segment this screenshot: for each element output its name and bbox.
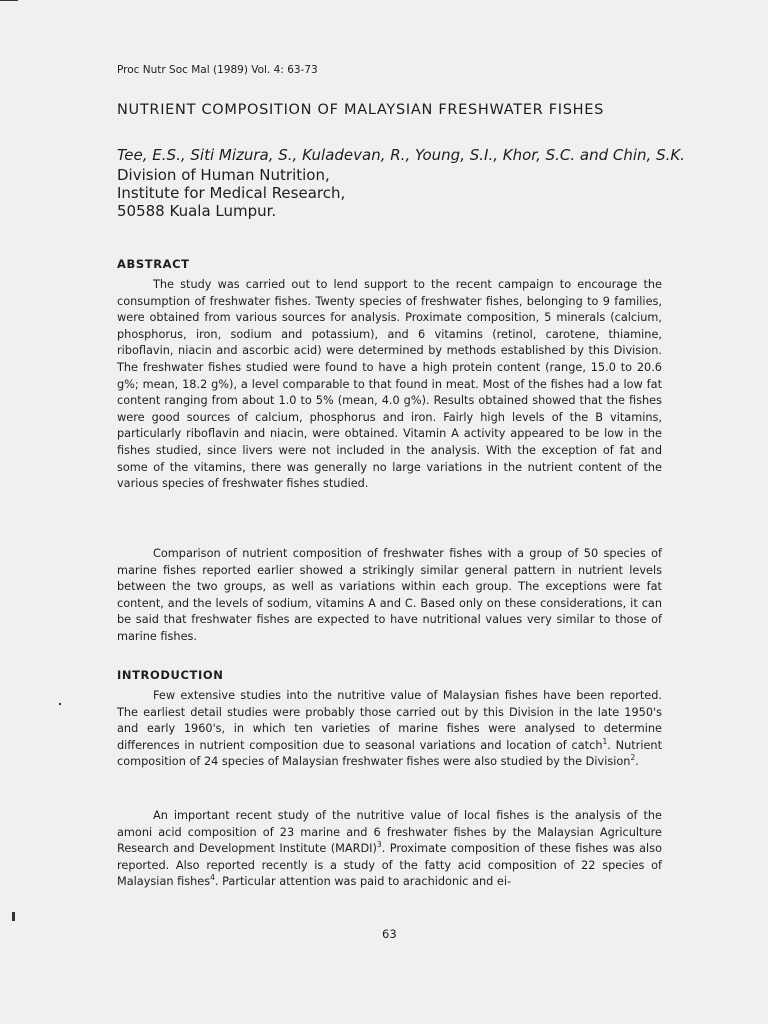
affiliation-address: 50588 Kuala Lumpur. xyxy=(117,202,277,220)
intro-p1-text-b: . Nutrient composition of 24 species of Malaysian freshwater fishes were also studied by the Division xyxy=(117,738,662,769)
introduction-paragraph-2 xyxy=(117,808,662,891)
abstract-paragraph-1: The study was carried out to lend support to the recent campaign to encourage the consumption of freshwater fishes. Twenty species of freshwater fishes, belonging to 9 families, were obtained from various sources for analysis. Proximate composition, 5 minerals (calcium, phosphorus, iron, sodium and potassium), and 6 vitamins (retinol, carotene, thiamine, riboflavin, niacin and ascorbic acid) were determined by methods established by this Division. The freshwater fishes studied were found to have a high protein content (range, 15.0 to 20.6 g%; mean, 18.2 g%), a level comparable to that found in meat. Most of the fishes had a low fat content ranging from about 1.0 to 5% (mean, 4.0 g%). Results obtained showed that the fishes were good sources of calcium, phosphorus and iron. Fairly high levels of the B vitamins, particularly riboflavin and niacin, were obtained. Vitamin A activity appeared to be low in the fishes studied, since livers were not included in the analysis. With the exception of fat and some of the vitamins, there was generally no large variations in the nutrient content of the various species of freshwater fishes studied. xyxy=(117,278,662,491)
scan-artifact xyxy=(12,912,15,921)
intro-p2-text-a: An important recent study of the nutritive value of local fishes is the analysis of the amoni acid composition of 23 marine and 6 freshwater fishes by the Malaysian Agriculture Research and Development Institute (MARDI) xyxy=(117,809,662,856)
reference-marker: 2 xyxy=(630,753,636,763)
scan-artifact xyxy=(0,0,18,1)
intro-p1-text-c: . xyxy=(635,755,639,769)
reference-marker: 3 xyxy=(376,840,382,850)
abstract-heading: ABSTRACT xyxy=(117,257,190,271)
journal-citation: Proc Nutr Soc Mal (1989) Vol. 4: 63-73 xyxy=(117,64,318,76)
intro-p2-text-b: . Proximate composition of these fishes was also reported. Also reported recently is a study of the fatty acid composition of 22 species of Malaysian fishes xyxy=(117,842,662,889)
introduction-paragraph-1 xyxy=(117,688,662,771)
paper-title: NUTRIENT COMPOSITION OF MALAYSIAN FRESHWATER FISHES xyxy=(117,102,605,118)
affiliation-division: Division of Human Nutrition, xyxy=(117,166,330,184)
affiliation-institute: Institute for Medical Research, xyxy=(117,184,346,202)
page-number: 63 xyxy=(382,927,397,941)
introduction-heading: INTRODUCTION xyxy=(117,668,224,682)
author-list: Tee, E.S., Siti Mizura, S., Kuladevan, R., Young, S.I., Khor, S.C. and Chin, S.K. xyxy=(117,146,685,164)
scan-artifact xyxy=(59,703,61,705)
abstract-paragraph-2: Comparison of nutrient composition of freshwater fishes with a group of 50 species of marine fishes reported earlier showed a strikingly similar general pattern in nutrient levels between the two groups, as well as variations within each group. The exceptions were fat content, and the levels of sodium, vitamins A and C. Based only on these considerations, it can be said that freshwater fishes are expected to have nutritional values very similar to those of marine fishes. xyxy=(117,547,662,643)
intro-p2-text-c: . Particular attention was paid to arachidonic and ei- xyxy=(214,875,512,889)
intro-p1-text-a: Few extensive studies into the nutritive value of Malaysian fishes have been reported. The earliest detail studies were probably those carried out by this Division in the late 1950's and early 1960's, in which ten varieties of marine fishes were analysed to determine differences in nutrient composition due to seasonal variations and location of catch xyxy=(117,689,662,752)
reference-marker: 1 xyxy=(602,737,608,747)
reference-marker: 4 xyxy=(210,873,215,883)
